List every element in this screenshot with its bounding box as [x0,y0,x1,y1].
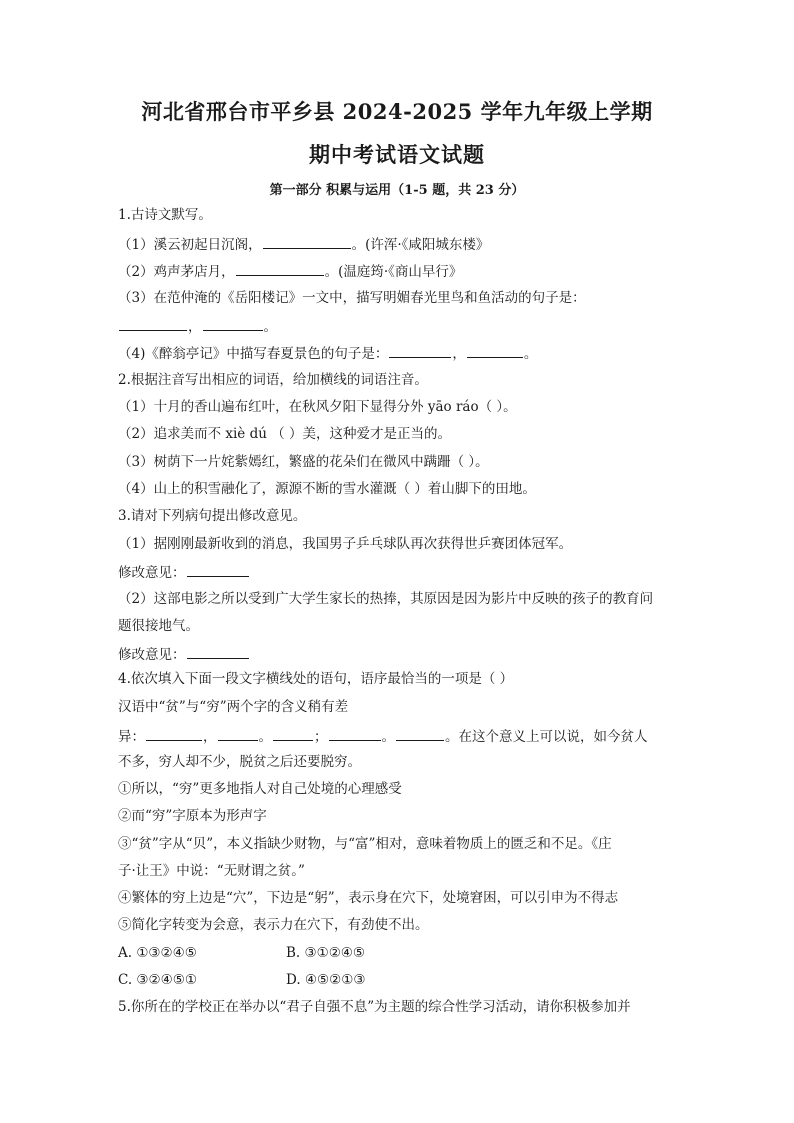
answer-blank[interactable] [273,726,313,741]
answer-blank[interactable] [187,644,249,659]
q2-item-3: （3）树荫下一片姹紫嫣红，繁盛的花朵们在微风中蹒跚（ ）。 [118,454,489,470]
q4-sentence-4: ④繁体的穷上边是“穴”，下边是“躬”，表示身在穴下，处境窘困，可以引申为不得志 [118,890,619,906]
q3-fix-1 [118,562,678,582]
comma: ， [188,319,202,335]
q4-options-row1 [118,944,678,962]
q4-sentence-2: ②而“穷”字原本为形声字 [118,808,267,824]
fix-label: 修改意见： [118,565,186,581]
option-a[interactable]: A. ①③②④⑤ [118,945,197,961]
answer-blank[interactable] [203,316,263,331]
punct: 。 [258,729,272,745]
comma: ， [452,346,466,362]
q2-item-1: （1）十月的香山遍布红叶，在秋风夕阳下显得分外 yāo ráo（ ）。 [118,399,517,415]
q1-item-2-source: 。(温庭筠·《商山早行》 [324,264,463,280]
answer-blank[interactable] [263,234,351,249]
q4-sentence-1: ①所以，“穷”更多地指人对自己处境的心理感受 [118,781,402,797]
answer-blank[interactable] [187,562,249,577]
answer-blank[interactable] [329,726,381,741]
q2-item-2: （2）追求美而不 xiè dú （ ）美，这种爱才是正当的。 [118,426,452,442]
passage-text: 。在这个意义上可以说，如今贫人 [445,729,648,745]
q1-item-3: （3）在范仲淹的《岳阳楼记》一文中，描写明媚春光里鸟和鱼活动的句子是： [118,290,586,306]
period: 。 [263,319,277,335]
exam-title-line1: 河北省邢台市平乡县 2024-2025 学年九年级上学期 [141,99,653,124]
q1-item-2 [118,261,678,281]
q3-item-2-line1: （2）这部电影之所以受到广大学生家长的热捧，其原因是因为影片中反映的孩子的教育问 [118,591,654,607]
q1-item-1 [118,234,678,254]
answer-blank[interactable] [467,343,523,358]
q4-stem: 4.依次填入下面一段文字横线处的语句，语序最恰当的一项是（ ） [118,671,514,687]
punct: ， [203,729,217,745]
q4-passage-line1: 汉语中“贫”与“穷”两个字的含义稍有差 [118,699,349,715]
q1-stem: 1.古诗文默写。 [118,207,212,223]
punct: ； [314,729,328,745]
answer-blank[interactable] [236,261,324,276]
q2-item-4: （4）山上的积雪融化了，源源不断的雪水灌溉（ ）着山脚下的田地。 [118,481,536,497]
q1-item-3-answer [118,316,678,336]
q4-passage-line2 [118,726,678,746]
q3-fix-2 [118,644,678,664]
fix-label: 修改意见： [118,647,186,663]
answer-blank[interactable] [146,726,202,741]
answer-blank[interactable] [218,726,258,741]
q1-item-2-text: （2）鸡声茅店月， [118,264,235,280]
q4-passage-line3: 不多，穷人却不少，脱贫之后还要脱穷。 [118,754,361,770]
q4-sentence-3-line2: 子·让王》中说：“无财谓之贫。” [118,863,305,879]
q1-item-1-source: 。(许浑·《咸阳城东楼》 [351,237,490,253]
q3-stem: 3.请对下列病句提出修改意见。 [118,508,307,524]
q1-item-1-text: （1）溪云初起日沉阁， [118,237,262,253]
q1-item-4 [118,343,678,363]
answer-blank[interactable] [119,316,187,331]
q5-stem: 5.你所在的学校正在举办以“君子自强不息”为主题的综合性学习活动，请你积极参加并 [118,999,631,1015]
period: 。 [523,346,538,362]
q4-options-row2 [118,971,678,989]
q3-item-1: （1）据刚刚最新收到的消息，我国男子乒乓球队再次获得世乒赛团体冠军。 [118,536,573,552]
answer-blank[interactable] [389,343,451,358]
exam-title-line2: 期中考试语文试题 [309,142,485,167]
punct: 。 [381,729,395,745]
option-d[interactable]: D. ④⑤②①③ [286,972,366,988]
q3-item-2-line2: 题很接地气。 [118,618,199,634]
q2-stem: 2.根据注音写出相应的词语，给加横线的词语注音。 [118,372,428,388]
q4-sentence-5: ⑤简化字转变为会意，表示力在穴下，有劲使不出。 [118,917,429,933]
q4-sentence-3-line1: ③“贫”字从“贝”，本义指缺少财物，与“富”相对，意味着物质上的匮乏和不足。《庄 [118,836,612,852]
section-heading: 第一部分 积累与运用（1-5 题，共 23 分） [269,183,525,198]
answer-blank[interactable] [396,726,444,741]
option-c[interactable]: C. ③②④⑤① [118,972,197,988]
q1-item-4-text: （4)《醉翁亭记》中描写春夏景色的句子是： [118,346,389,362]
option-b[interactable]: B. ③①②④⑤ [286,945,366,961]
passage-text: 异： [118,729,145,745]
